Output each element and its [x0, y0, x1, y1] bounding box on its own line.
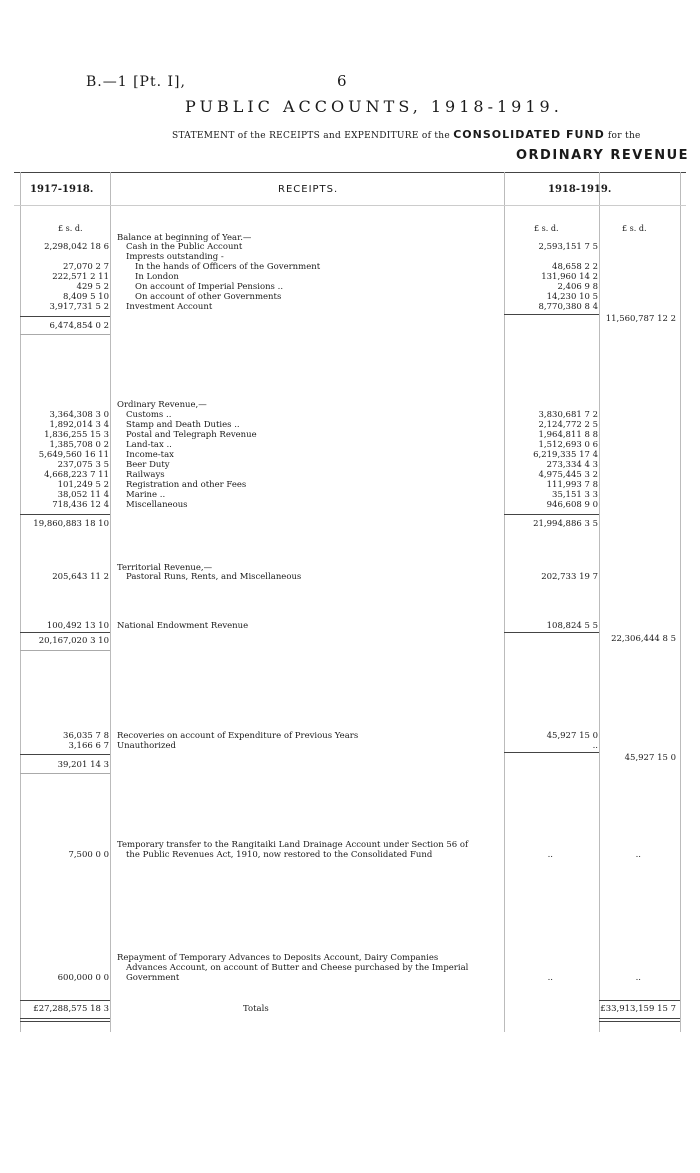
table-top-rule — [14, 172, 686, 173]
balance-heading: Balance at beginning of Year.— — [117, 233, 252, 243]
balance-curr-value: 131,960 14 2 — [541, 272, 598, 282]
balance-subtotal-curr: 11,560,787 12 2 — [605, 314, 676, 324]
subtotal-rule — [20, 514, 110, 515]
ordinary-revenue-heading: Ordinary Revenue,— — [117, 400, 207, 410]
ordinary-row-label: Beer Duty — [126, 460, 170, 470]
totals-label: Totals — [243, 1004, 269, 1014]
ordinary-prev-value: 1,385,708 0 2 — [49, 440, 109, 450]
subtitle-part-c: for the — [607, 131, 641, 141]
ordinary-curr-value: 35,151 3 3 — [552, 490, 598, 500]
balance-prev-value: 2,298,042 18 6 — [44, 242, 109, 252]
totals-prev-value: £27,288,575 18 3 — [33, 1004, 109, 1014]
ordinary-curr-value: 6,219,335 17 4 — [533, 450, 598, 460]
ordinary-row-label: Customs .. — [126, 410, 172, 420]
page-number: 6 — [337, 72, 347, 90]
subtotal-rule — [20, 773, 110, 774]
subtotal-rule — [20, 650, 110, 651]
territorial-row-label: Pastoral Runs, Rents, and Miscellaneous — [126, 572, 302, 582]
balance-row-label: On account of other Governments — [135, 292, 282, 302]
totals-double-rule — [20, 1021, 110, 1022]
ordinary-curr-value: 3,830,681 7 2 — [538, 410, 598, 420]
unauthorized-curr-value: .. — [592, 741, 598, 751]
subtotal-rule — [504, 514, 599, 515]
recoveries-curr-value: 45,927 15 0 — [546, 731, 598, 741]
page-title: PUBLIC ACCOUNTS, 1918-1919. — [185, 97, 563, 116]
balance-row-label: Investment Account — [126, 302, 213, 312]
ordinary-curr-value: 946,608 9 0 — [546, 500, 598, 510]
endowment-subtotal-curr: 22,306,444 8 5 — [611, 634, 676, 644]
balance-row-label: In London — [135, 272, 179, 282]
repayment-line-2: Advances Account, on account of Butter and Cheese purchased by the Imperial — [126, 963, 469, 973]
balance-subtotal-prev: 6,474,854 0 2 — [49, 321, 109, 331]
totals-rule — [599, 1000, 680, 1001]
totals-curr-value: £33,913,159 15 7 — [600, 1004, 676, 1014]
transfer-line-2: the Public Revenues Act, 1910, now restored to the Consolidated Fund — [126, 850, 433, 860]
endowment-curr-value: 108,824 5 5 — [546, 621, 598, 631]
revenue-heading: ORDINARY REVENUE — [516, 148, 690, 163]
receipts-header: RECEIPTS. — [278, 184, 339, 195]
subtotal-rule — [20, 632, 110, 633]
subtitle-fund-name: CONSOLIDATED FUND — [453, 128, 605, 141]
totals-double-rule — [599, 1021, 680, 1022]
transfer-prev-value: 7,500 0 0 — [68, 850, 109, 860]
ordinary-row-label: Income-tax — [126, 450, 174, 460]
balance-row-label: Imprests outstanding - — [126, 252, 224, 262]
balance-prev-value: 8,409 5 10 — [63, 292, 109, 302]
ordinary-curr-value: 111,993 7 8 — [546, 480, 598, 490]
balance-prev-value: 429 5 2 — [76, 282, 109, 292]
territorial-heading: Territorial Revenue,— — [117, 563, 213, 573]
ordinary-prev-value: 3,364,308 3 0 — [49, 410, 109, 420]
ordinary-row-label: Registration and other Fees — [126, 480, 247, 490]
subtotal-rule — [20, 316, 110, 317]
prev-units: £ s. d. — [58, 224, 83, 233]
ordinary-row-label: Postal and Telegraph Revenue — [126, 430, 257, 440]
totals-double-rule — [599, 1018, 680, 1019]
ordinary-subtotal-prev: 19,860,883 18 10 — [33, 519, 109, 529]
ordinary-subtotal-curr: 21,994,886 3 5 — [533, 519, 598, 529]
ordinary-row-label: Land-tax .. — [126, 440, 172, 450]
total-units: £ s. d. — [622, 224, 647, 233]
repayment-line-1: Repayment of Temporary Advances to Deposits Account, Dairy Companies — [117, 953, 439, 963]
ordinary-row-label: Miscellaneous — [126, 500, 188, 510]
ordinary-prev-value: 237,075 3 5 — [57, 460, 109, 470]
balance-row-label: On account of Imperial Pensions .. — [135, 282, 284, 292]
endowment-subtotal-prev: 20,167,020 3 10 — [38, 636, 109, 646]
statement-subtitle — [172, 128, 641, 141]
transfer-line-1: Temporary transfer to the Rangitaiki Land Drainage Account under Section 56 of — [117, 840, 469, 850]
ordinary-prev-value: 718,436 12 4 — [52, 500, 109, 510]
column-divider — [599, 172, 600, 1032]
column-divider — [680, 172, 681, 1032]
ordinary-curr-value: 2,124,772 2 5 — [538, 420, 598, 430]
curr-year-header: 1918-1919. — [548, 184, 612, 195]
recoveries-subtotal-curr: 45,927 15 0 — [624, 753, 676, 763]
repayment-prev-value: 600,000 0 0 — [57, 973, 109, 983]
curr-units: £ s. d. — [534, 224, 559, 233]
balance-curr-value: 8,770,380 8 4 — [538, 302, 598, 312]
repayment-total-value: .. — [635, 973, 641, 983]
ordinary-prev-value: 1,836,255 15 3 — [44, 430, 109, 440]
balance-prev-value: 3,917,731 5 2 — [49, 302, 109, 312]
ordinary-curr-value: 273,334 4 3 — [546, 460, 598, 470]
subtotal-rule — [20, 334, 110, 335]
transfer-curr-value: .. — [547, 850, 553, 860]
endowment-prev-value: 100,492 13 10 — [46, 621, 109, 631]
unauthorized-prev-value: 3,166 6 7 — [68, 741, 109, 751]
subtotal-rule — [504, 752, 599, 753]
ordinary-prev-value: 38,052 11 4 — [57, 490, 109, 500]
balance-curr-value: 48,658 2 2 — [552, 262, 598, 272]
repayment-curr-value: .. — [547, 973, 553, 983]
unauthorized-row-label: Unauthorized — [117, 741, 176, 751]
ordinary-prev-value: 5,649,560 16 11 — [38, 450, 109, 460]
territorial-curr-value: 202,733 19 7 — [541, 572, 598, 582]
endowment-row-label: National Endowment Revenue — [117, 621, 249, 631]
ordinary-row-label: Railways — [126, 470, 165, 480]
territorial-prev-value: 205,643 11 2 — [52, 572, 109, 582]
ordinary-prev-value: 4,668,223 7 11 — [44, 470, 109, 480]
recoveries-row-label: Recoveries on account of Expenditure of Previous Years — [117, 731, 359, 741]
document-reference: B.—1 [Pt. I], — [86, 74, 186, 90]
subtotal-rule — [504, 632, 599, 633]
ordinary-row-label: Marine .. — [126, 490, 166, 500]
balance-prev-value: 27,070 2 7 — [63, 262, 109, 272]
totals-double-rule — [20, 1018, 110, 1019]
totals-rule — [20, 1000, 110, 1001]
transfer-total-value: .. — [635, 850, 641, 860]
recoveries-subtotal-prev: 39,201 14 3 — [57, 760, 109, 770]
prev-year-header: 1917-1918. — [30, 184, 94, 195]
ordinary-row-label: Stamp and Death Duties .. — [126, 420, 240, 430]
ordinary-curr-value: 1,964,811 8 8 — [538, 430, 598, 440]
column-divider — [110, 172, 111, 1032]
ordinary-curr-value: 1,512,693 0 6 — [538, 440, 598, 450]
balance-row-label: In the hands of Officers of the Government — [135, 262, 321, 272]
header-rule — [14, 205, 686, 206]
subtotal-rule — [20, 754, 110, 755]
subtitle-part-a: STATEMENT of the RECEIPTS and EXPENDITURE of the — [172, 131, 451, 141]
ordinary-curr-value: 4,975,445 3 2 — [538, 470, 598, 480]
recoveries-prev-value: 36,035 7 8 — [63, 731, 109, 741]
balance-curr-value: 14,230 10 5 — [546, 292, 598, 302]
ordinary-prev-value: 101,249 5 2 — [57, 480, 109, 490]
balance-row-label: Cash in the Public Account — [126, 242, 243, 252]
balance-curr-value: 2,406 9 8 — [557, 282, 598, 292]
balance-curr-value: 2,593,151 7 5 — [538, 242, 598, 252]
repayment-line-3: Government — [126, 973, 180, 983]
balance-prev-value: 222,571 2 11 — [52, 272, 109, 282]
subtotal-rule — [504, 314, 599, 315]
ordinary-prev-value: 1,892,014 3 4 — [49, 420, 109, 430]
